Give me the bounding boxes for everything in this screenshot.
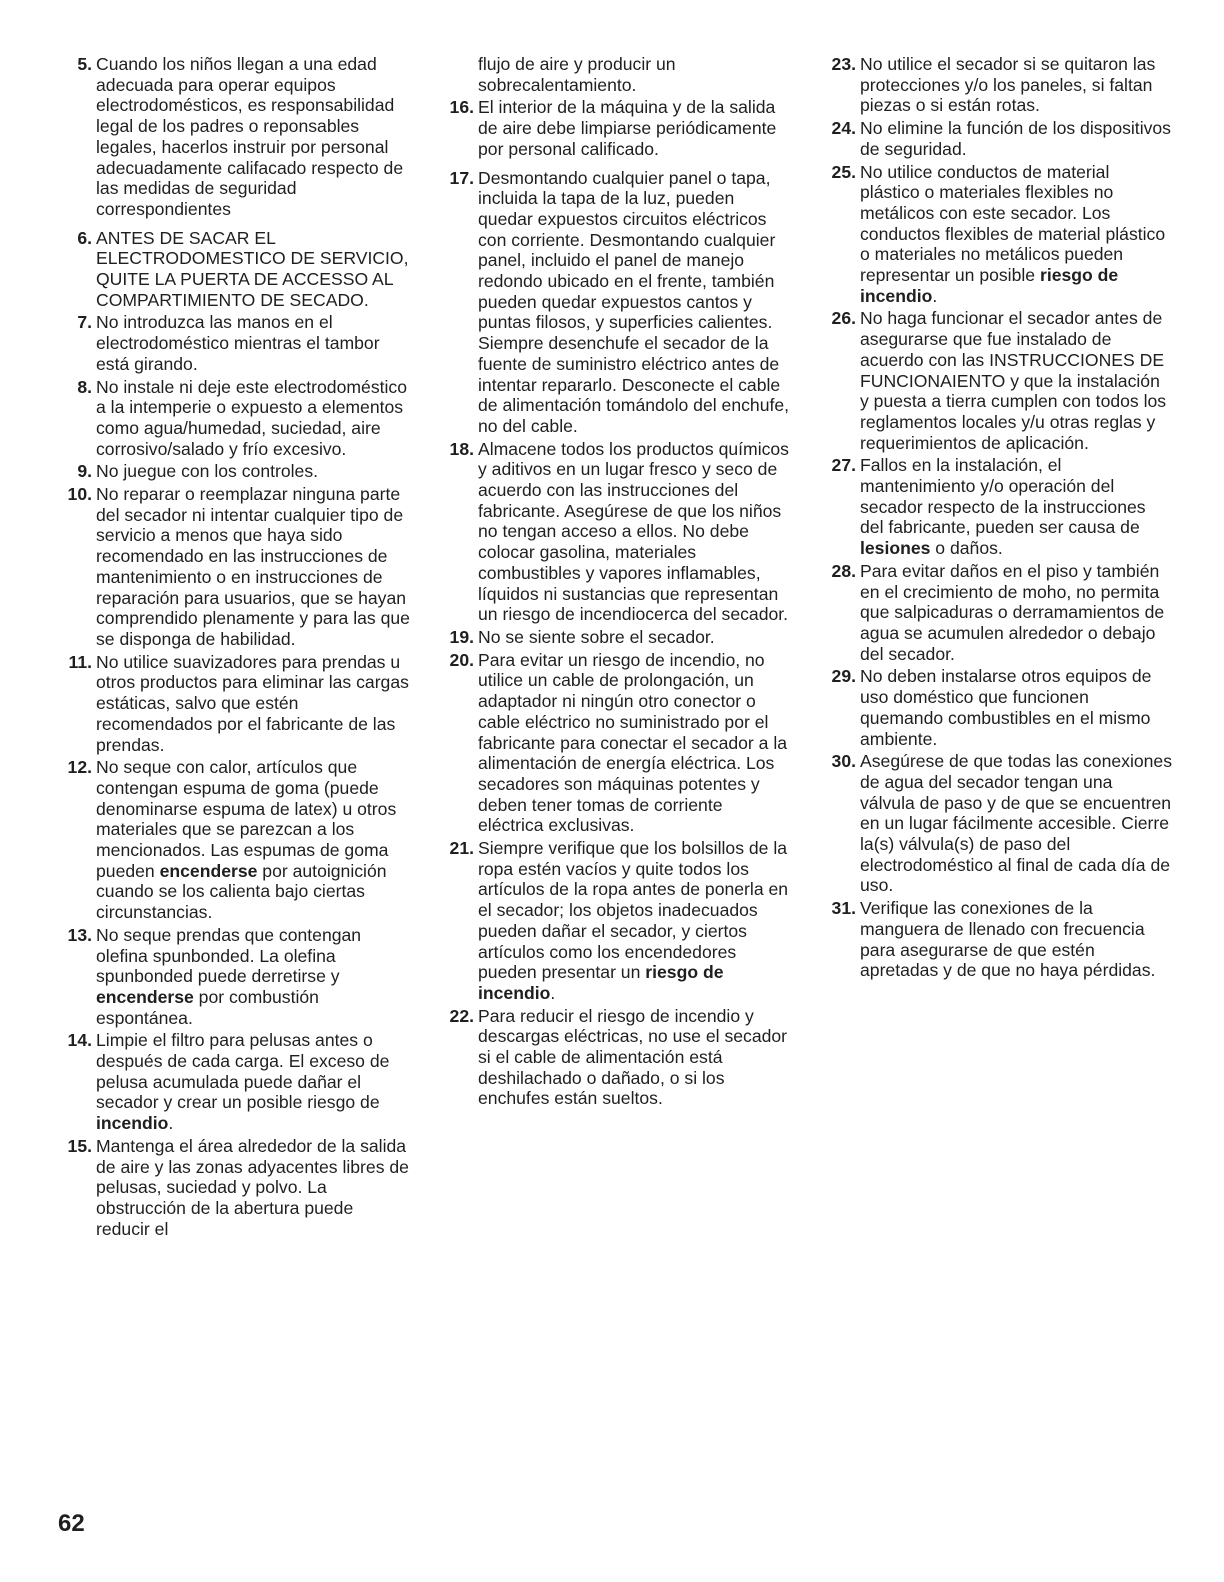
list-item xyxy=(822,561,1172,665)
emphasis-text: lesiones xyxy=(860,538,931,559)
item-number: 23. xyxy=(831,54,856,74)
item-text: Para evitar daños en el piso y también en el crecimiento de moho, no permita que salpicaduras o derramamientos de agua se acumulen alrededor o debajo del secador. xyxy=(860,560,1165,664)
item-number: 10. xyxy=(67,484,92,505)
item-text: No haga funcionar el secador antes de asegurarse que fue instalado de acuerdo con las INSTRUCCIONES DE FUNCIONAIENTO y que la instalación y puesta a tierra cumplen con todos los reglamentos locales y/u otras reglas y requerimientos de aplicación. xyxy=(860,308,1167,453)
emphasis-text: riesgo de incendio xyxy=(860,265,1119,306)
list-item xyxy=(58,652,410,756)
list-item xyxy=(822,455,1172,559)
item-text: No se siente sobre el secador. xyxy=(478,626,715,647)
item-number: 15. xyxy=(67,1135,92,1156)
item-number: 12. xyxy=(67,757,92,778)
item-text: Fallos en la instalación, el mantenimiento y/o operación del secador respecto de la instrucciones del fabricante, pueden ser causa de xyxy=(860,455,1146,538)
list-item xyxy=(440,54,790,95)
list-item xyxy=(822,898,1172,981)
column-1 xyxy=(58,54,410,1241)
list-item xyxy=(440,439,790,625)
item-number: 28. xyxy=(831,560,856,581)
item-text: Verifique las conexiones de la manguera de llenado con frecuencia para asegurarse de que estén apretadas y de que no haya pérdidas. xyxy=(860,898,1156,981)
item-text: Limpie el filtro para pelusas antes o después de cada carga. El exceso de pelusa acumulada puede dañar el secador y crear un posible riesgo de xyxy=(96,1030,390,1113)
emphasis-text: incendio xyxy=(96,1113,169,1134)
item-text: Para reducir el riesgo de incendio y descargas eléctricas, no use el secador si el cable de alimentación está deshilachado o dañado, o si los enchufes están sueltos. xyxy=(478,1005,788,1109)
list-item xyxy=(58,1136,410,1240)
list-item xyxy=(822,54,1172,116)
item-number: 7. xyxy=(77,312,92,333)
item-text: Cuando los niños llegan a una edad adecuada para operar equipos electrodomésticos, es responsabilidad legal de los padres o reponsables legales, hacerlos instruir por personal adecuadamente califacado respecto de las medidas de seguridad correspondientes xyxy=(96,54,404,219)
list-item xyxy=(822,118,1172,159)
item-text: No reparar o reemplazar ninguna parte del secador ni intentar cualquier tipo de servicio a menos que haya sido recomendado en las instrucciones de mantenimiento o en instrucciones de reparación para usuarios, que se hayan comprendido plenamente y para las que se disponga de habilidad. xyxy=(96,484,410,649)
list-item xyxy=(58,54,410,220)
list-item xyxy=(58,484,410,650)
item-number: 31. xyxy=(831,898,856,919)
item-text: No utilice suavizadores para prendas u otros productos para eliminar las cargas estáticas, salvo que estén recomendados por el fabricante de las prendas. xyxy=(96,651,409,755)
column-3 xyxy=(822,54,1172,983)
item-text: Desmontando cualquier panel o tapa, incluida la tapa de la luz, pueden quedar expuestos circuitos eléctricos con corriente. Desmontando cualquier panel, incluido el panel de manejo redondo ubicado en el frente, también pueden quedar expuestos cantos y puntas filosos, y superficies calientes. Siempre desenchufe el secador de la fuente de suministro eléctrico antes de intentar repararlo. Desconecte el cable de alimentación tomándolo del enchufe, no del cable. xyxy=(478,167,790,436)
item-number: 26. xyxy=(831,308,856,329)
item-number: 27. xyxy=(831,455,856,476)
item-number: 11. xyxy=(68,651,92,672)
item-number: 6. xyxy=(77,227,92,248)
list-item xyxy=(58,925,410,1029)
item-text: No elimine la función de los dispositivos de seguridad. xyxy=(860,118,1171,159)
item-text: Mantenga el área alrededor de la salida de aire y las zonas adyacentes libres de pelusas, suciedad y polvo. La obstrucción de la abertura puede reducir el xyxy=(96,1135,409,1239)
item-text: Para evitar un riesgo de incendio, no utilice un cable de prolongación, un adaptador ni ningún otro conector o cable eléctrico no suministrado por el fabricante para conectar el secador a la alimentación de energía eléctrica. Los secadores son máquinas potentes y deben tener tomas de corriente eléctrica exclusivas. xyxy=(478,649,788,836)
item-text: No seque con calor, artículos que contengan espuma de goma (puede denominarse espuma de latex) u otros materiales que se parezcan a los mencionados. Las espumas de goma pueden xyxy=(96,757,397,881)
item-number: 17. xyxy=(449,167,474,188)
list-item xyxy=(822,308,1172,453)
list-item xyxy=(58,461,410,482)
item-number: 18. xyxy=(449,438,474,459)
page-number: 62 xyxy=(58,1510,85,1537)
list-item xyxy=(58,228,410,311)
column-2 xyxy=(440,54,790,1111)
item-text: flujo de aire y producir un sobrecalentamiento. xyxy=(478,54,676,95)
list-item xyxy=(58,312,410,374)
item-text: No utilice conductos de material plástico o materiales flexibles no metálicos con este secador. Los conductos flexibles de material plástico o materiales no metálicos pueden representar un posible xyxy=(860,161,1166,286)
list-item xyxy=(440,1006,790,1110)
list-item xyxy=(58,1030,410,1134)
item-text: por combustión espontánea. xyxy=(96,986,319,1028)
item-text: No utilice el secador si se quitaron las protecciones y/o los paneles, si faltan piezas o si están rotas. xyxy=(860,54,1156,116)
list-item xyxy=(822,666,1172,749)
item-text: o daños. xyxy=(930,538,1003,559)
item-text: . xyxy=(168,1113,174,1134)
item-text: . xyxy=(932,285,938,306)
item-text: Asegúrese de que todas las conexiones de agua del secador tengan una válvula de paso y de que se encuentren en un lugar fácilmente accesible. Cierre la(s) válvula(s) de paso del electrodoméstico al final de cada día de uso. xyxy=(860,751,1173,896)
item-text: Siempre verifique que los bolsillos de la ropa estén vacíos y quite todos los artículos de la ropa antes de ponerla en el secador; los objetos inadecuados pueden dañar el secador, y ciertos artículos como los encendedores pueden presentar un xyxy=(478,838,789,983)
item-number: 14. xyxy=(67,1030,92,1051)
item-text: . xyxy=(550,982,556,1003)
item-text: No instale ni deje este electrodoméstico a la intemperie o expuesto a elementos como agua/humedad, suciedad, aire corrosivo/salado y frío excesivo. xyxy=(96,376,407,459)
item-text: Almacene todos los productos químicos y aditivos en un lugar fresco y seco de acuerdo con las instrucciones del fabricante. Asegúrese de que los niños no tengan acceso a ellos. No debe colocar gasolina, materiales combustibles y vapores inflamables, líquidos ni sustancias que representan un riesgo de incendiocerca del secador. xyxy=(478,438,789,625)
item-number: 5. xyxy=(77,54,92,74)
list-item xyxy=(440,627,790,648)
item-number: 8. xyxy=(77,376,92,397)
item-number: 21. xyxy=(449,838,474,859)
list-item xyxy=(58,757,410,923)
list-item xyxy=(58,377,410,460)
item-number: 19. xyxy=(449,626,474,647)
list-item xyxy=(822,162,1172,307)
item-number: 30. xyxy=(831,751,856,772)
item-number: 16. xyxy=(449,97,474,118)
item-number: 29. xyxy=(831,666,856,687)
item-text: por autoignición cuando se los calienta bajo ciertas circunstancias. xyxy=(96,860,387,923)
item-number: 25. xyxy=(831,161,856,182)
list-item xyxy=(440,168,790,437)
list-item xyxy=(440,97,790,159)
item-number: 24. xyxy=(831,118,856,139)
list-item xyxy=(822,751,1172,896)
item-text: No introduzca las manos en el electrodoméstico mientras el tambor está girando. xyxy=(96,312,380,374)
list-item xyxy=(440,650,790,836)
item-number: 13. xyxy=(67,924,92,945)
item-text: No juegue con los controles. xyxy=(96,461,319,482)
emphasis-text: encenderse xyxy=(96,986,194,1007)
item-number: 20. xyxy=(449,649,474,670)
item-text: El interior de la máquina y de la salida de aire debe limpiarse periódicamente por personal calificado. xyxy=(478,97,777,159)
item-number: 22. xyxy=(449,1005,474,1026)
emphasis-text: riesgo de incendio xyxy=(478,962,724,1003)
item-text: No seque prendas que contengan olefina spunbonded. La olefina spunbonded puede derretirse y xyxy=(96,924,362,987)
item-text: No deben instalarse otros equipos de uso doméstico que funcionen quemando combustibles en el mismo ambiente. xyxy=(860,666,1152,749)
emphasis-text: encenderse xyxy=(159,860,258,881)
list-item xyxy=(440,838,790,1004)
item-number: 9. xyxy=(77,461,92,482)
item-text: ANTES DE SACAR EL ELECTRODOMESTICO DE SERVICIO, QUITE LA PUERTA DE ACCESSO AL COMPARTIMIENTO DE SECADO. xyxy=(96,227,409,310)
